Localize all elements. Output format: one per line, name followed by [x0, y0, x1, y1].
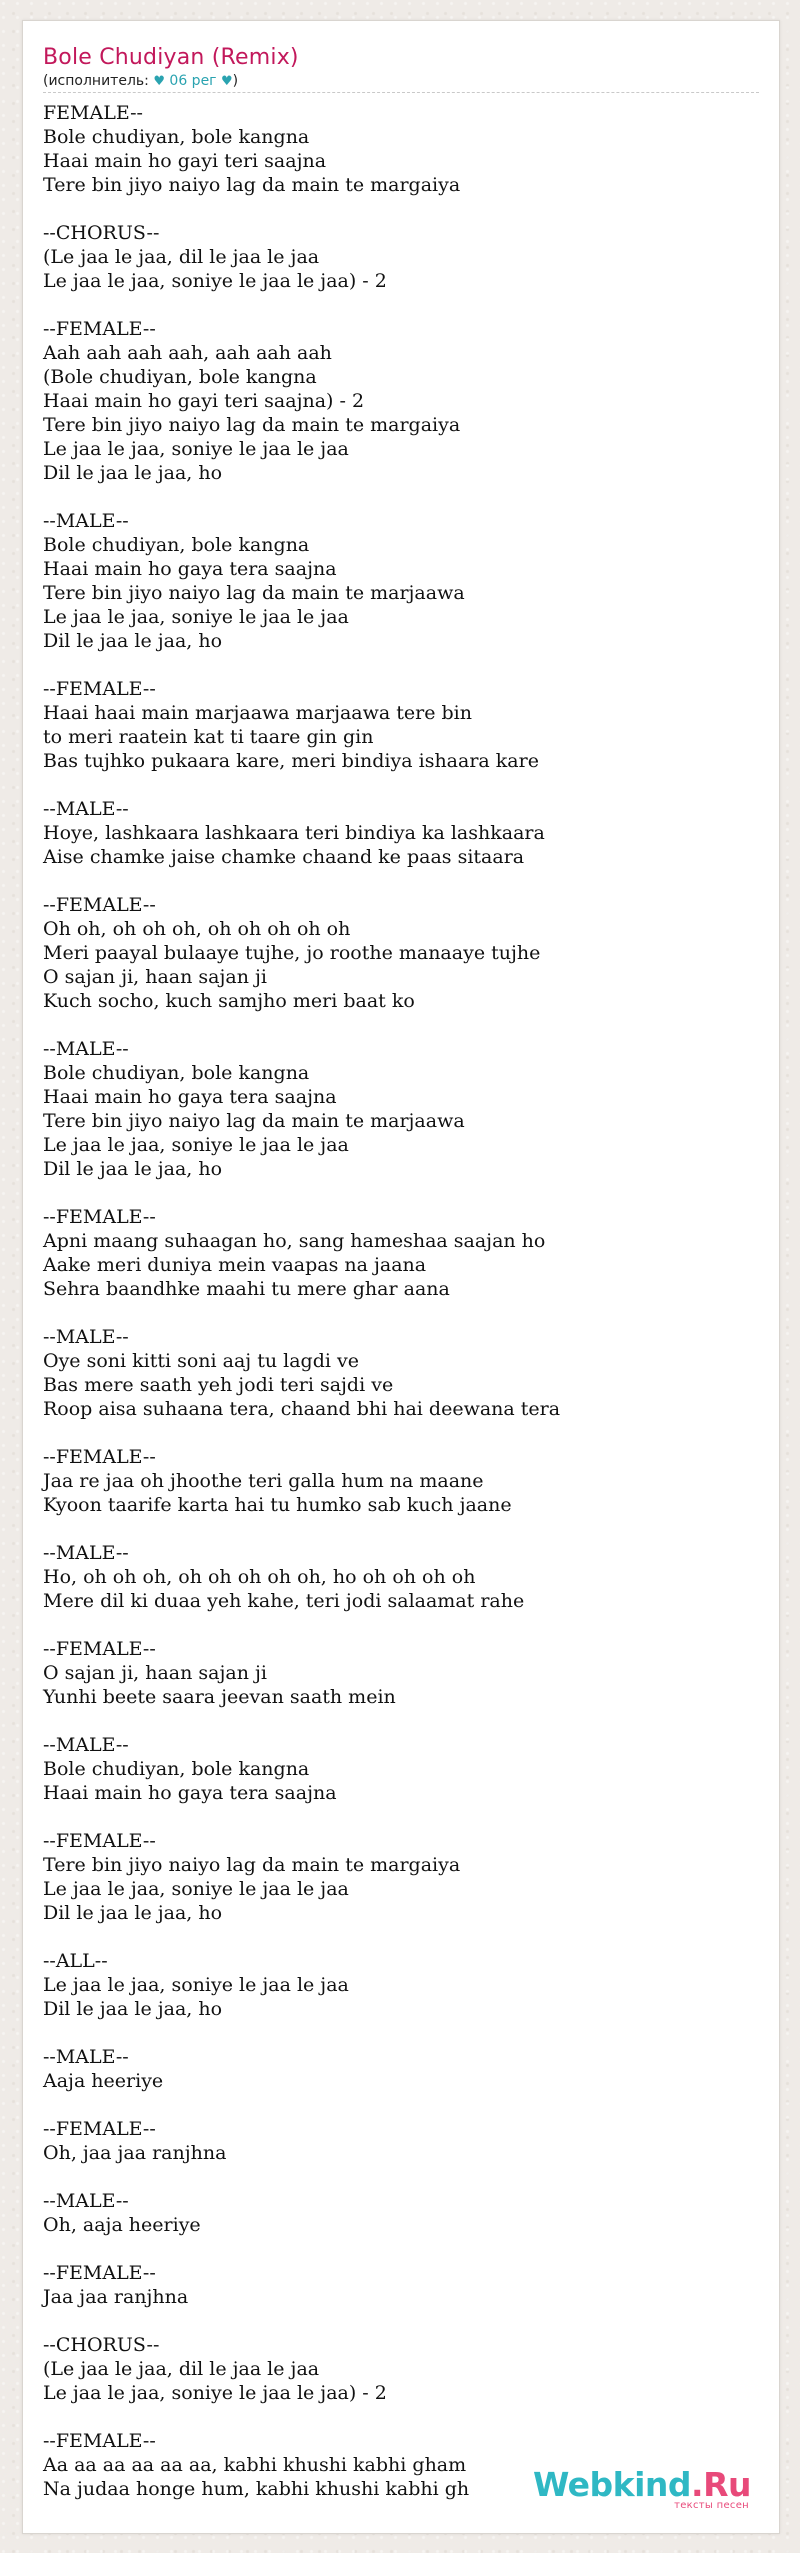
lyric-line: Haai main ho gaya tera saajna — [43, 1086, 337, 1108]
lyric-line: Oh, aaja heeriye — [43, 2214, 201, 2236]
lyric-line: --FEMALE-- — [43, 2118, 156, 2140]
lyric-line — [43, 653, 759, 677]
lyric-line: --ALL-- — [43, 1950, 108, 1972]
lyric-line — [43, 1925, 759, 1949]
lyric-line: Apni maang suhaagan ho, sang hameshaa saajan ho — [43, 1230, 546, 1252]
lyric-line: --FEMALE-- — [43, 1206, 156, 1228]
lyric-line: Dil le jaa le jaa, ho — [43, 1158, 223, 1180]
lyric-line: Le jaa le jaa, soniye le jaa le jaa — [43, 606, 349, 628]
heart-icon: ♥ — [153, 74, 165, 89]
lyric-line: Dil le jaa le jaa, ho — [43, 462, 223, 484]
lyric-line: Aah aah aah aah, aah aah aah — [43, 342, 332, 364]
lyric-line: Aaja heeriye — [43, 2070, 164, 2092]
lyric-line: Bole chudiyan, bole kangna — [43, 1062, 310, 1084]
lyric-line — [43, 1421, 759, 1445]
logo-tagline: тексты песен — [674, 2500, 749, 2511]
lyric-line: Oye soni kitti soni aaj tu lagdi ve — [43, 1350, 359, 1372]
lyric-line: --FEMALE-- — [43, 894, 156, 916]
lyric-line: (Bole chudiyan, bole kangna — [43, 366, 317, 388]
lyric-line: --FEMALE-- — [43, 318, 156, 340]
lyric-line: Haai main ho gayi teri saajna) - 2 — [43, 390, 365, 412]
lyric-line: Oh, jaa jaa ranjhna — [43, 2142, 227, 2164]
lyric-line: to meri raatein kat ti taare gin gin — [43, 726, 374, 748]
lyric-line: Le jaa le jaa, soniye le jaa le jaa — [43, 438, 349, 460]
site-logo[interactable] — [533, 2467, 751, 2511]
lyric-line — [43, 2405, 759, 2429]
lyric-line: Meri paayal bulaaye tujhe, jo roothe manaaye tujhe — [43, 942, 541, 964]
lyrics-text — [43, 101, 759, 2501]
lyric-line: Na judaa honge hum, kabhi khushi kabhi gh — [43, 2478, 470, 2500]
lyric-line: Bole chudiyan, bole kangna — [43, 534, 310, 556]
logo-main-text: Webkind — [532, 2465, 692, 2504]
artist-link[interactable] — [153, 73, 232, 89]
lyric-line: Kyoon taarife karta hai tu humko sab kuch jaane — [43, 1494, 512, 1516]
lyric-line: Bas tujhko pukaara kare, meri bindiya ishaara kare — [43, 750, 539, 772]
lyric-line: --FEMALE-- — [43, 1830, 156, 1852]
lyric-line: --FEMALE-- — [43, 2430, 156, 2452]
lyric-line — [43, 1709, 759, 1733]
lyric-line — [43, 2237, 759, 2261]
lyric-line: Aise chamke jaise chamke chaand ke paas sitaara — [43, 846, 525, 868]
lyric-line — [43, 2093, 759, 2117]
lyric-line — [43, 293, 759, 317]
lyric-line: Aa aa aa aa aa aa, kabhi khushi kabhi gham — [43, 2454, 467, 2476]
logo-accent-text: .Ru — [691, 2465, 751, 2504]
lyric-line: Yunhi beete saara jeevan saath mein — [43, 1686, 396, 1708]
lyric-line — [43, 197, 759, 221]
lyric-line: --MALE-- — [43, 2046, 129, 2068]
lyric-line: --MALE-- — [43, 510, 129, 532]
lyric-line — [43, 1613, 759, 1637]
lyric-line: Bas mere saath yeh jodi teri sajdi ve — [43, 1374, 394, 1396]
lyric-line: --FEMALE-- — [43, 1638, 156, 1660]
lyric-line: Le jaa le jaa, soniye le jaa le jaa — [43, 1974, 349, 1996]
lyric-line — [43, 2165, 759, 2189]
lyric-line — [43, 485, 759, 509]
artist-prefix: (исполнитель: — [43, 73, 154, 89]
lyric-line: Bole chudiyan, bole kangna — [43, 1758, 310, 1780]
lyric-line: Roop aisa suhaana tera, chaand bhi hai deewana tera — [43, 1398, 561, 1420]
lyric-line: Tere bin jiyo naiyo lag da main te marjaawa — [43, 1110, 465, 1132]
lyric-line: Haai haai main marjaawa marjaawa tere bin — [43, 702, 472, 724]
lyric-line: Dil le jaa le jaa, ho — [43, 1998, 223, 2020]
lyric-line: (Le jaa le jaa, dil le jaa le jaa — [43, 2358, 320, 2380]
lyric-line: --CHORUS-- — [43, 2334, 160, 2356]
lyric-line: --MALE-- — [43, 1542, 129, 1564]
lyrics-card — [22, 20, 780, 2534]
artist-line — [43, 73, 238, 89]
lyric-line: Hoye, lashkaara lashkaara teri bindiya ka lashkaara — [43, 822, 545, 844]
lyric-line: Oh oh, oh oh oh, oh oh oh oh oh — [43, 918, 351, 940]
lyric-line: --FEMALE-- — [43, 678, 156, 700]
lyric-line: FEMALE-- — [43, 102, 143, 124]
artist-suffix: ) — [232, 73, 239, 89]
lyric-line: Dil le jaa le jaa, ho — [43, 1902, 223, 1924]
lyric-line — [43, 773, 759, 797]
lyric-line: O sajan ji, haan sajan ji — [43, 966, 267, 988]
lyric-line: Jaa re jaa oh jhoothe teri galla hum na maane — [43, 1470, 484, 1492]
lyric-line — [43, 2021, 759, 2045]
title-divider — [43, 92, 759, 93]
lyric-line — [43, 1301, 759, 1325]
lyric-line: Jaa jaa ranjhna — [43, 2286, 189, 2308]
lyric-line — [43, 1013, 759, 1037]
lyric-line: Kuch socho, kuch samjho meri baat ko — [43, 990, 415, 1012]
lyric-line: Le jaa le jaa, soniye le jaa le jaa) - 2 — [43, 2382, 387, 2404]
lyric-line: Tere bin jiyo naiyo lag da main te margaiya — [43, 1854, 461, 1876]
lyric-line — [43, 1181, 759, 1205]
lyric-line: Dil le jaa le jaa, ho — [43, 630, 223, 652]
lyric-line: Tere bin jiyo naiyo lag da main te margaiya — [43, 414, 461, 436]
lyric-line: Le jaa le jaa, soniye le jaa le jaa) - 2 — [43, 270, 387, 292]
lyric-line — [43, 869, 759, 893]
lyric-line — [43, 1805, 759, 1829]
artist-rating-text: 06 рег — [169, 73, 217, 89]
lyric-line: Tere bin jiyo naiyo lag da main te marjaawa — [43, 582, 465, 604]
lyric-line: Sehra baandhke maahi tu mere ghar aana — [43, 1278, 450, 1300]
lyric-line: --FEMALE-- — [43, 2262, 156, 2284]
lyric-line: Ho, oh oh oh, oh oh oh oh oh, ho oh oh oh oh — [43, 1566, 476, 1588]
lyric-line: Le jaa le jaa, soniye le jaa le jaa — [43, 1878, 349, 1900]
lyric-line — [43, 2309, 759, 2333]
lyric-line: Tere bin jiyo naiyo lag da main te margaiya — [43, 174, 461, 196]
lyric-line: --MALE-- — [43, 2190, 129, 2212]
lyric-line: --MALE-- — [43, 1734, 129, 1756]
lyric-line: --MALE-- — [43, 798, 129, 820]
lyric-line: --MALE-- — [43, 1038, 129, 1060]
lyric-line: Le jaa le jaa, soniye le jaa le jaa — [43, 1134, 349, 1156]
lyric-line: Aake meri duniya mein vaapas na jaana — [43, 1254, 427, 1276]
lyric-line: (Le jaa le jaa, dil le jaa le jaa — [43, 246, 320, 268]
lyric-line: --MALE-- — [43, 1326, 129, 1348]
logo-wordmark — [533, 2467, 751, 2503]
song-title: Bole Chudiyan (Remix) — [43, 45, 299, 70]
lyric-line: Mere dil ki duaa yeh kahe, teri jodi salaamat rahe — [43, 1590, 525, 1612]
lyric-line: --FEMALE-- — [43, 1446, 156, 1468]
lyric-line: Bole chudiyan, bole kangna — [43, 126, 310, 148]
lyric-line: Haai main ho gaya tera saajna — [43, 558, 337, 580]
lyric-line: Haai main ho gaya tera saajna — [43, 1782, 337, 1804]
lyric-line: Haai main ho gayi teri saajna — [43, 150, 327, 172]
lyric-line: O sajan ji, haan sajan ji — [43, 1662, 267, 1684]
heart-icon: ♥ — [221, 74, 233, 89]
lyric-line — [43, 1517, 759, 1541]
lyric-line: --CHORUS-- — [43, 222, 160, 244]
